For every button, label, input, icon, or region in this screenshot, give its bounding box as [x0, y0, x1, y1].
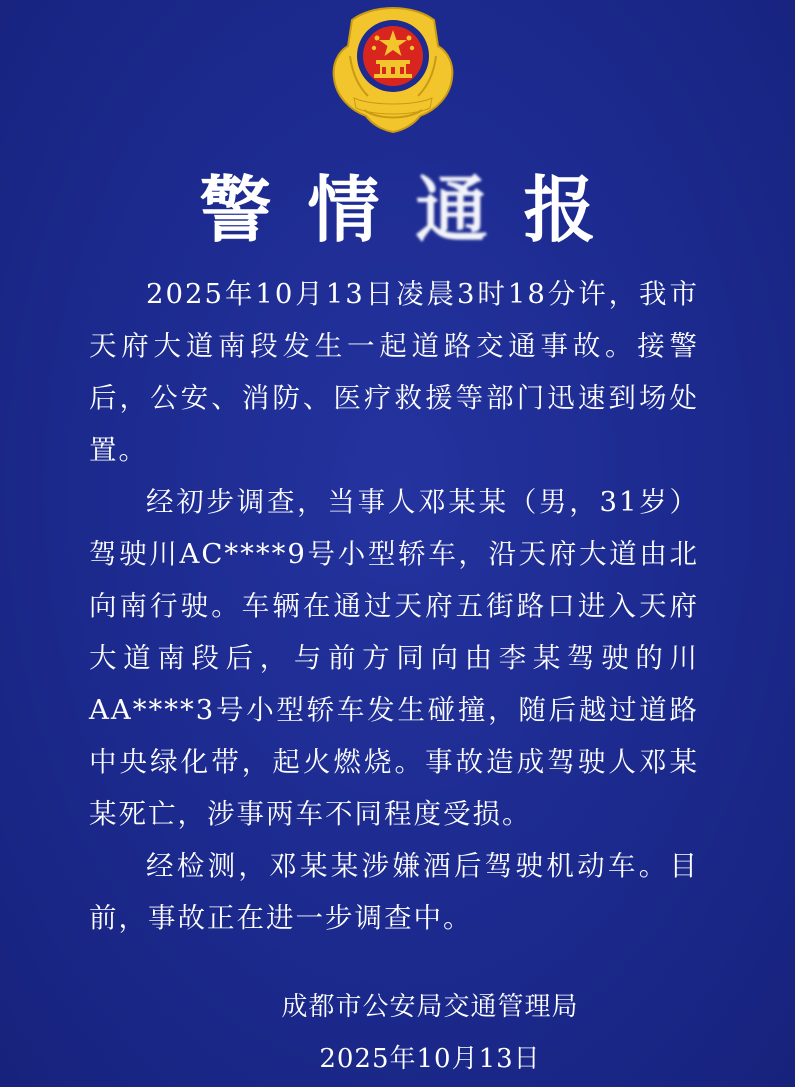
title-char-3: 通	[415, 168, 488, 252]
title-char-1: 警	[199, 168, 272, 252]
issue-date: 2025年10月13日	[319, 1044, 541, 1074]
title-char-2: 情	[307, 168, 380, 252]
signature-block	[0, 990, 795, 1076]
police-emblem-icon	[330, 6, 456, 134]
page-title	[0, 168, 795, 252]
issuing-organization: 成都市公安局交通管理局	[281, 992, 579, 1022]
paragraph-incident: 2025年10月13日凌晨3时18分许，我市天府大道南段发生一起道路交通事故。接警后，公安、消防、医疗救援等部门迅速到场处置。	[89, 278, 699, 466]
notice-body	[89, 268, 699, 944]
paragraph-investigation: 经初步调查，当事人邓某某（男，31岁）驾驶川AC****9号小型轿车，沿天府大道由北向南行驶。车辆在通过天府五街路口进入天府大道南段后，与前方同向由李某驾驶的川AA****3号小型轿车发生碰撞，随后越过道路中央绿化带，起火燃烧。事故造成驾驶人邓某某死亡，涉事两车不同程度受损。	[89, 486, 699, 830]
title-char-4: 报	[523, 168, 596, 252]
paragraph-test-result: 经检测，邓某某涉嫌酒后驾驶机动车。目前，事故正在进一步调查中。	[89, 850, 699, 934]
